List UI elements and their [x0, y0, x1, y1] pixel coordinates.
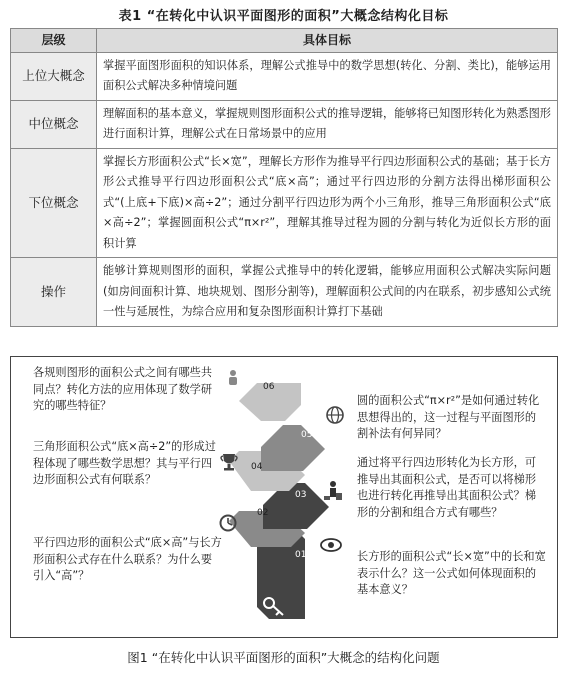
step-number-03: 03	[295, 490, 307, 500]
step-number-04: 04	[251, 462, 263, 472]
row-goal: 能够计算规则图形的面积，掌握公式推导中的转化逻辑，能够应用面积公式解决实际问题(如房间面积计算、地块规划、图形分割等)，理解面积公式间的内在联系，初步感知公式统一性与延展性，为综合应用和复杂图形面积计算打下基础	[97, 258, 558, 327]
table-row	[11, 100, 558, 148]
globe-icon	[327, 407, 343, 423]
person-steps-icon	[324, 481, 342, 500]
header-level: 层级	[11, 29, 97, 53]
step-number-05: 05	[301, 430, 313, 440]
table-header-row	[11, 29, 558, 53]
table-row	[11, 258, 558, 327]
person-icon	[229, 370, 237, 385]
table-row	[11, 52, 558, 100]
step-arrow-05	[261, 425, 325, 471]
step-number-06: 06	[263, 382, 275, 392]
step-number-01: 01	[295, 550, 307, 560]
figure-caption: 图1 “在转化中认识平面图形的面积”大概念的结构化问题	[127, 650, 440, 665]
question-05: 圆的面积公式“π×r²”是如何通过转化思想得出的，这一过程与平面图形的割补法有何异同？	[357, 394, 540, 440]
row-level: 操作	[11, 258, 97, 327]
row-level: 下位概念	[11, 148, 97, 258]
row-goal: 掌握平面图形面积的知识体系，理解公式推导中的数学思想(转化、分割、类比)，能够运用面积公式解决多种情境问题	[97, 52, 558, 100]
row-goal: 理解面积的基本意义，掌握规则图形面积公式的推导逻辑，能够将已知图形转化为熟悉图形进行面积计算，理解公式在日常场景中的应用	[97, 100, 558, 148]
row-level: 中位概念	[11, 100, 97, 148]
question-04: 三角形面积公式“底×高÷2”的形成过程体现了哪些数学思想？其与平行四边形面积公式有何联系？	[33, 440, 216, 486]
step-number-02: 02	[257, 508, 269, 518]
structured-questions-diagram	[10, 356, 558, 638]
row-goal: 掌握长方形面积公式“长×宽”，理解长方形作为推导平行四边形面积公式的基础；基于长方形公式推导平行四边形面积公式“底×高”；通过平行四边形的分割方法得出梯形面积公式“(上底+下底)×高÷2”；通过分割平行四边形为两个小三角形，推导三角形面积公式“底×高÷2”；掌握圆面积公式“π×r²”，理解其推导过程为圆的分割与转化为近似长方形的面积计算	[97, 148, 558, 258]
question-03: 通过将平行四边形转化为长方形，可推导出其面积公式，是否可以将梯形也进行转化再推导出其面积公式？梯形的分割和组合方式有哪些？	[357, 456, 537, 519]
table-row	[11, 148, 558, 258]
question-02: 平行四边形的面积公式“底×高”与长方形面积公式存在什么联系？为什么要引入“高”？	[33, 536, 222, 582]
concept-table	[10, 28, 558, 327]
question-06: 各规则图形的面积公式之间有哪些共同点？转化方法的应用体现了数学研究的哪些特征？	[33, 366, 213, 412]
eye-icon	[321, 539, 341, 551]
row-level: 上位大概念	[11, 52, 97, 100]
table-caption: 表1 “在转化中认识平面图形的面积”大概念结构化目标	[118, 9, 449, 24]
question-01: 长方形的面积公式“长×宽”中的长和宽表示什么？这一公式如何体现面积的基本意义？	[357, 550, 546, 596]
header-goal: 具体目标	[97, 29, 558, 53]
